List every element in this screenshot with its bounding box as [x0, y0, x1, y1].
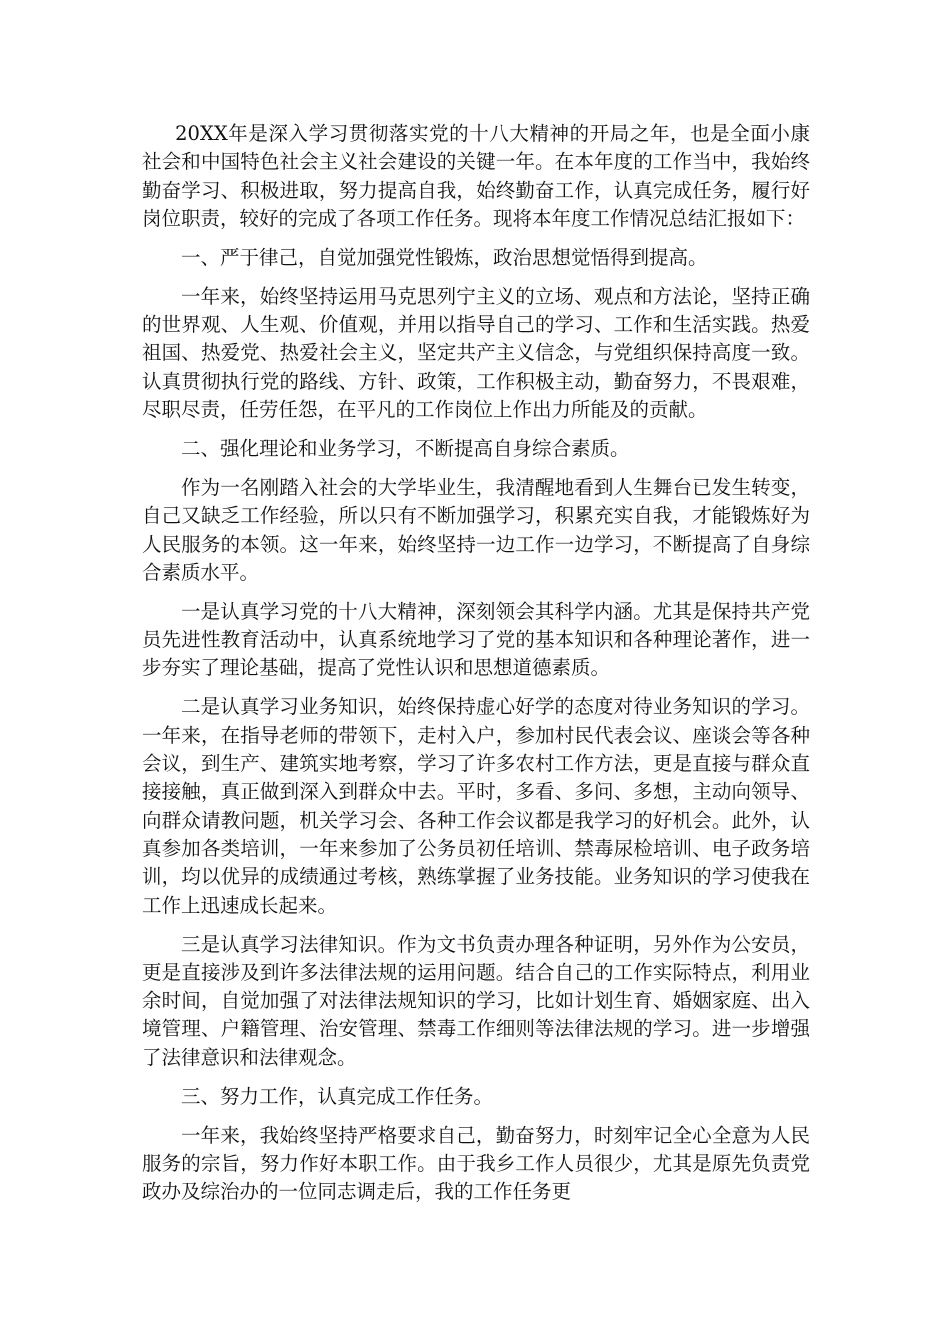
body-paragraph: 一年来，我始终坚持严格要求自己，勤奋努力，时刻牢记全心全意为人民服务的宗旨，努力作好本职工作。由于我乡工作人员很少，尤其是原先负责党政办及综治办的一位同志调走后，我的工作任务更 — [142, 1123, 810, 1204]
section-heading-1: 一、严于律己，自觉加强党性锻炼，政治思想觉悟得到提高。 — [181, 245, 708, 269]
body-paragraph: 一年来，始终坚持运用马克思列宁主义的立场、观点和方法论，坚持正确的世界观、人生观、价值观，并用以指导自己的学习、工作和生活实践。热爱祖国、热爱党、热爱社会主义，坚定共产主义信念，与党组织保持高度一致。认真贯彻执行党的路线、方针、政策，工作积极主动，勤奋努力，不畏艰难，尽职尽责，任劳任怨，在平凡的工作岗位上作出力所能及的贡献。 — [142, 284, 810, 422]
body-paragraph: 三是认真学习法律知识。作为文书负责办理各种证明，另外作为公安员，更是直接涉及到许多法律法规的运用问题。结合自己的工作实际特点，利用业余时间，自觉加强了对法律法规知识的学习，比如计划生育、婚姻家庭、出入境管理、户籍管理、治安管理、禁毒工作细则等法律法规的学习。进一步增强了法律意识和法律观念。 — [142, 932, 810, 1069]
body-paragraph: 作为一名刚踏入社会的大学毕业生，我清醒地看到人生舞台已发生转变，自己又缺乏工作经验，所以只有不断加强学习，积累充实自我，才能锻炼好为人民服务的本领。这一年来，始终坚持一边工作一边学习，不断提高了自身综合素质水平。 — [142, 476, 810, 584]
body-paragraph: 一是认真学习党的十八大精神，深刻领会其科学内涵。尤其是保持共产党员先进性教育活动中，认真系统地学习了党的基本知识和各种理论著作，进一步夯实了理论基础，提高了党性认识和思想道德素质。 — [142, 599, 810, 680]
document-body — [142, 120, 810, 1217]
section-heading-2: 二、强化理论和业务学习，不断提高自身综合素质。 — [181, 437, 630, 461]
body-paragraph: 二是认真学习业务知识，始终保持虚心好学的态度对待业务知识的学习。一年来，在指导老师的带领下，走村入户，参加村民代表会议、座谈会等各种会议，到生产、建筑实地考察，学习了许多农村工作方法，更是直接与群众直接接触，真正做到深入到群众中去。平时，多看、多问、多想，主动向领导、向群众请教问题，机关学习会、各种工作会议都是我学习的好机会。此外，认真参加各类培训，一年来参加了公务员初任培训、禁毒尿检培训、电子政务培训，均以优异的成绩通过考核，熟练掌握了业务技能。业务知识的学习使我在工作上迅速成长起来。 — [142, 695, 810, 917]
section-heading-3: 三、努力工作，认真完成工作任务。 — [181, 1084, 494, 1108]
intro-paragraph: 20XX年是深入学习贯彻落实党的十八大精神的开局之年，也是全面小康社会和中国特色社会主义社会建设的关键一年。在本年度的工作当中，我始终勤奋学习、积极进取，努力提高自我，始终勤奋工作，认真完成任务，履行好岗位职责，较好的完成了各项工作任务。现将本年度工作情况总结汇报如下： — [142, 122, 810, 230]
